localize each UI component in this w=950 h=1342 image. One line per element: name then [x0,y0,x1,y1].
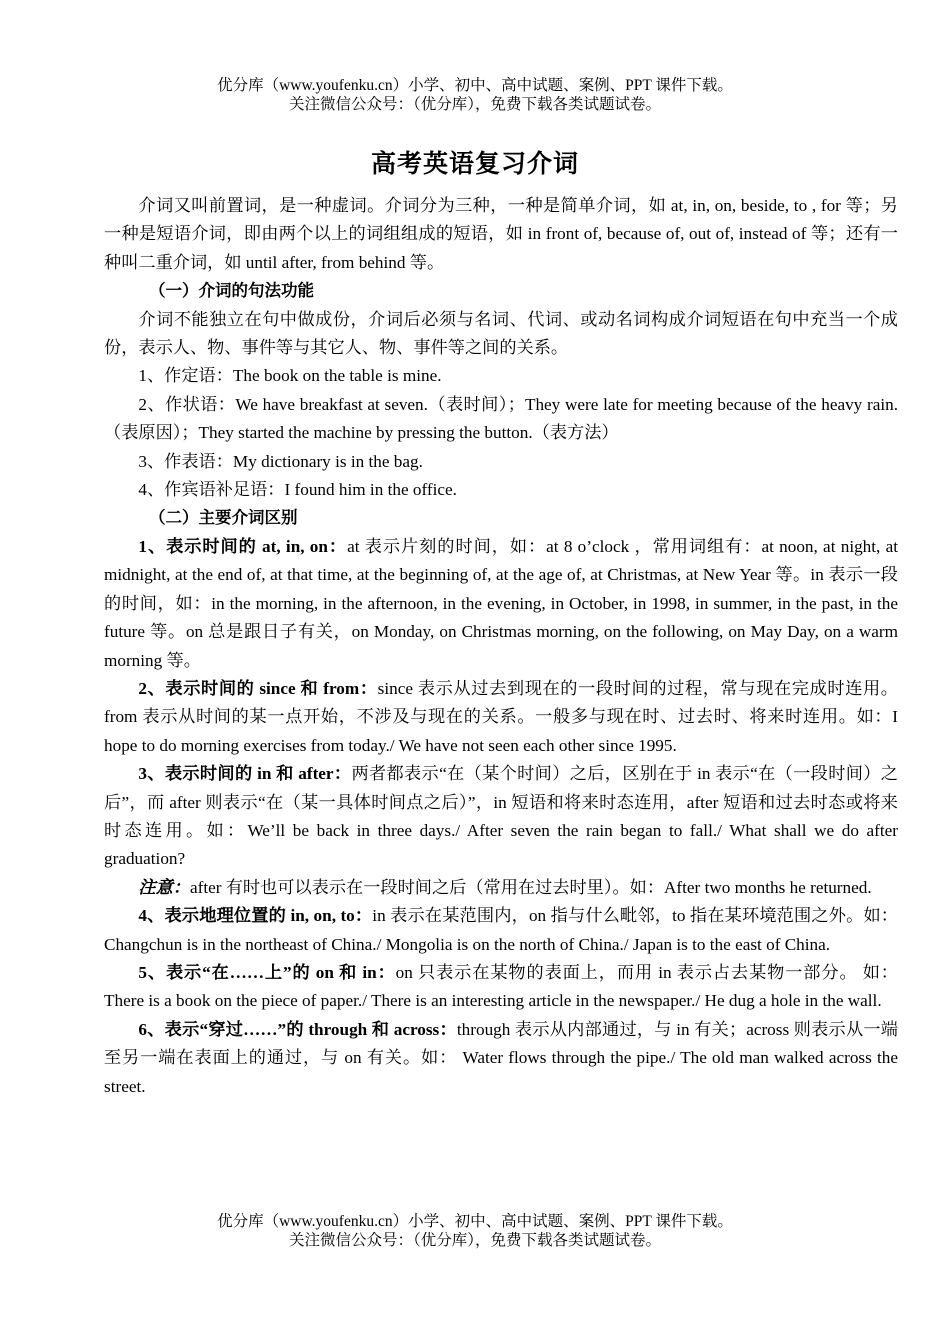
section-2-item [104,1016,898,1101]
item-label: 2、表示时间的 since 和 from： [138,678,378,698]
footer-line-2: 关注微信公众号：（优分库），免费下载各类试题试卷。 [288,1232,661,1249]
note-label: 注意： [138,877,190,897]
footer-line-1: 优分库（www.youfenku.cn）小学、初中、高中试题、案例、PPT 课件下载。 [217,1213,733,1230]
header-line-2: 关注微信公众号：（优分库），免费下载各类试题试卷。 [288,96,661,113]
note-text: after 有时也可以表示在一段时间之后（常用在过去时里）。如：After two months he returned. [189,877,872,897]
section-1-item: 2、作状语：We have breakfast at seven.（表时间）；They were late for meeting because of the heavy rain.（表原因）；They started the machine by pressing the button.（表方法） [104,394,898,443]
section-2-item [104,760,898,874]
document-body [104,192,898,1101]
item-label: 5、表示“在……上”的 on 和 in： [138,962,396,982]
page-header [0,76,950,114]
section-1-item: 3、作表语：My dictionary is in the bag. [138,451,423,471]
section-2-item [104,959,898,1016]
section-1-item: 4、作宾语补足语：I found him in the office. [138,480,457,500]
section-1-item: 1、作定语：The book on the table is mine. [138,366,442,386]
item-label: 3、表示时间的 in 和 after： [138,764,352,784]
item-text: on 只表示在某物的表面上，而用 in 表示占去某物一部分。 如：There is a book on the piece of paper./ There is an interesting article in the newspaper./ He dug a hole in the wall. [104,962,898,1011]
section-2-item [104,902,898,959]
header-line-1: 优分库（www.youfenku.cn）小学、初中、高中试题、案例、PPT 课件下载。 [217,77,733,94]
item-text: through 表示从内部通过，与 in 有关；across 则表示从一端至另一端在表面上的通过，与 on 有关。如： Water flows through the pipe./ The old man walked across the street. [104,1019,898,1096]
section-2-item [104,533,898,675]
intro-paragraph: 介词又叫前置词，是一种虚词。介词分为三种，一种是简单介词，如 at, in, on, beside, to , for 等；另一种是短语介词，即由两个以上的词组组成的短语，如 in front of, because of, out of, instead of 等；还有一种叫二重介词，如 until after, from behind 等。 [104,196,898,272]
item-label: 4、表示地理位置的 in, on, to： [138,906,373,926]
item-label: 6、表示“穿过……”的 through 和 across： [138,1019,457,1039]
note-item [104,874,898,902]
document-title: 高考英语复习介词 [370,149,579,178]
section-1-description: 介词不能独立在句中做成份，介词后必须与名词、代词、或动名词构成介词短语在句中充当一个成份，表示人、物、事件等与其它人、物、事件等之间的关系。 [104,309,898,358]
section-2-heading: （二）主要介词区别 [149,508,298,528]
item-text: 两者都表示“在（某个时间）之后，区别在于 in 表示“在（一段时间）之后”，而 after 则表示“在（某一具体时间点之后）”，in 短语和将来时态连用，after 短语和过去时态或将来时态连用。如：We’ll be back in three days./ After seven the rain began to fall./ What shall we do after graduation? [104,764,898,869]
item-text: since 表示从过去到现在的一段时间的过程，常与现在完成时连用。from 表示从时间的某一点开始，不涉及与现在的关系。一般多与现在时、过去时、将来时连用。如：I hope to do morning exercises from today./ We have not seen each other since 1995. [104,678,898,755]
item-text: at 表示片刻的时间，如：at 8 o’clock ，常用词组有：at noon, at night, at midnight, at the end of, at that time, at the beginning of, at the age of, at Christmas, at New Year 等。in 表示一段的时间，如：in the morning, in the afternoon, in the evening, in October, in 1998, in summer, in the past, in the future 等。on 总是跟日子有关，on Monday, on Christmas morning, on the following, on May Day, on a warm morning 等。 [104,536,899,670]
section-1-heading: （一）介词的句法功能 [149,281,314,301]
item-label: 1、表示时间的 at, in, on： [138,536,348,556]
item-text: in 表示在某范围内，on 指与什么毗邻，to 指在某环境范围之外。如：Changchun is in the northeast of China./ Mongolia is on the north of China./ Japan is to the east of China. [104,906,898,954]
page-footer [0,1212,950,1250]
section-2-item [104,675,898,760]
